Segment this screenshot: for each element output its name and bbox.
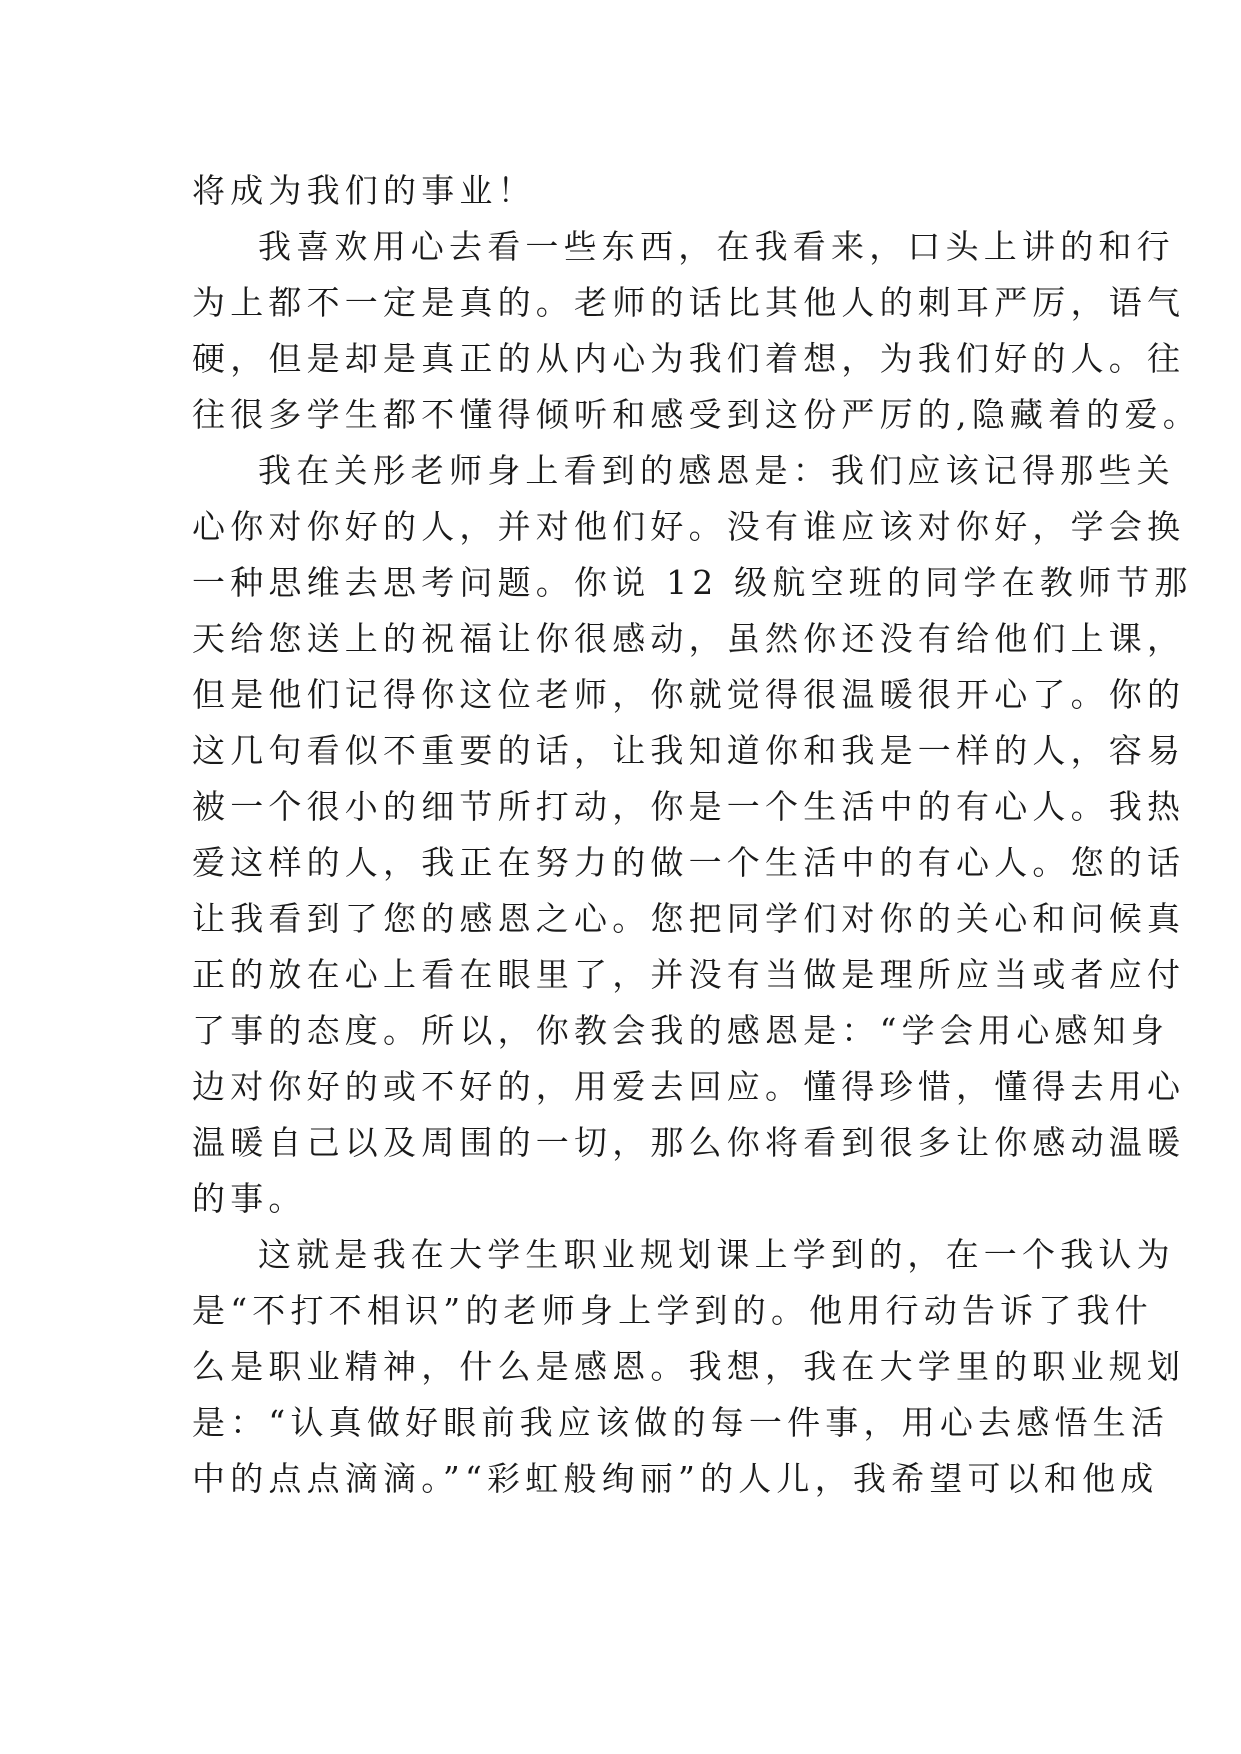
text-line: 这就是我在大学生职业规划课上学到的，在一个我认为 xyxy=(258,1235,1175,1274)
text-line: 正的放在心上看在眼里了，并没有当做是理所应当或者应付 xyxy=(192,955,1186,994)
text-line: 爱这样的人，我正在努力的做一个生活中的有心人。您的话 xyxy=(192,843,1186,882)
text-line: 边对你好的或不好的，用爱去回应。懂得珍惜，懂得去用心 xyxy=(192,1067,1186,1106)
text-line: 我在关彤老师身上看到的感恩是：我们应该记得那些关 xyxy=(258,451,1175,490)
text-line: 天给您送上的祝福让你很感动，虽然你还没有给他们上课， xyxy=(192,619,1186,658)
text-line: 这几句看似不重要的话，让我知道你和我是一样的人，容易 xyxy=(192,731,1186,770)
text-line: 往很多学生都不懂得倾听和感受到这份严厉的,隐藏着的爱。 xyxy=(192,395,1201,434)
text-line: 让我看到了您的感恩之心。您把同学们对你的关心和问候真 xyxy=(192,899,1186,938)
text-line: 一种思维去思考问题。你说 12 级航空班的同学在教师节那 xyxy=(192,563,1193,602)
text-line: 是：“认真做好眼前我应该做的每一件事，用心去感悟生活 xyxy=(192,1403,1170,1442)
text-line: 了事的态度。所以，你教会我的感恩是：“学会用心感知身 xyxy=(192,1011,1170,1050)
text-line: 为上都不一定是真的。老师的话比其他人的刺耳严厉，语气 xyxy=(192,283,1186,322)
text-line: 么是职业精神，什么是感恩。我想，我在大学里的职业规划 xyxy=(192,1347,1186,1386)
text-line: 但是他们记得你这位老师，你就觉得很温暖很开心了。你的 xyxy=(192,675,1186,714)
text-line: 心你对你好的人，并对他们好。没有谁应该对你好，学会换 xyxy=(192,507,1186,546)
text-line: 中的点点滴滴。”“彩虹般绚丽”的人儿，我希望可以和他成 xyxy=(192,1459,1159,1498)
text-line: 将成为我们的事业！ xyxy=(192,171,536,210)
text-line: 被一个很小的细节所打动，你是一个生活中的有心人。我热 xyxy=(192,787,1186,826)
text-line: 的事。 xyxy=(192,1179,307,1218)
text-line: 是“不打不相识”的老师身上学到的。他用行动告诉了我什 xyxy=(192,1291,1153,1330)
text-line: 温暖自己以及周围的一切，那么你将看到很多让你感动温暖 xyxy=(192,1123,1186,1162)
text-line: 我喜欢用心去看一些东西，在我看来，口头上讲的和行 xyxy=(258,227,1175,266)
text-line: 硬，但是却是真正的从内心为我们着想，为我们好的人。往 xyxy=(192,339,1186,378)
